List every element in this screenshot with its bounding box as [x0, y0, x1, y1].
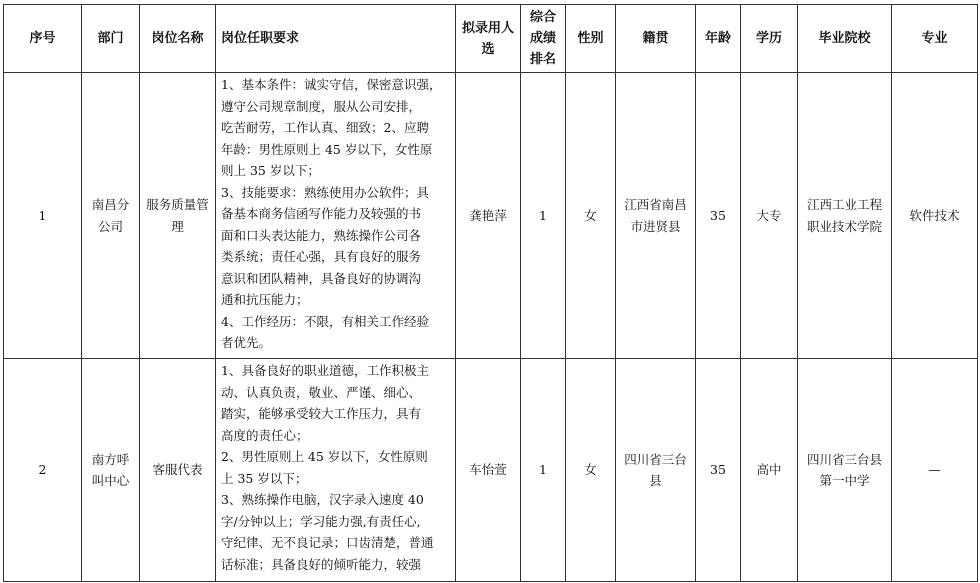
cell-gender: 女: [566, 359, 616, 582]
cell-education: 大专: [741, 73, 798, 359]
cell-candidate: 龚艳萍: [456, 73, 521, 359]
cell-dept: 南昌分公司: [82, 73, 140, 359]
cell-education: 高中: [741, 359, 798, 582]
requirement-line: 面和口头表达能力，熟练操作公司各: [221, 227, 422, 243]
header-school: 毕业院校: [798, 5, 892, 73]
requirement-line: 2、男性原则上 45 岁以下，女性原则: [221, 449, 428, 464]
requirement-line: 上 35 岁以下；: [221, 470, 308, 486]
requirement-line: 备基本商务信函写作能力及较强的书: [221, 206, 422, 221]
requirement-line: 遵守公司规章制度，服从公司安排，: [221, 98, 422, 114]
header-seq: 序号: [4, 5, 82, 73]
cell-requirements: [216, 359, 456, 582]
requirement-line: 类系统；责任心强，具有良好的服务: [221, 249, 422, 264]
cell-position: 客服代表: [140, 359, 216, 582]
header-major: 专业: [892, 5, 978, 73]
header-rank: 综合成绩排名: [521, 5, 566, 73]
requirement-line: 3、熟练操作电脑，汉字录入速度 40: [221, 492, 424, 507]
header-row: [4, 5, 978, 73]
cell-school: 四川省三台县第一中学: [798, 359, 892, 582]
cell-rank: 1: [521, 359, 566, 582]
cell-gender: 女: [566, 73, 616, 359]
requirement-line: 则上 35 岁以下；: [221, 163, 320, 178]
requirement-line: 者优先。: [221, 335, 272, 350]
requirement-line: 年龄：男性原则上 45 岁以下，女性原: [221, 141, 433, 157]
requirement-line: 吃苦耐劳，工作认真、细致；2、应聘: [221, 120, 429, 135]
requirement-line: 踏实，能够承受较大工作压力，具有: [221, 406, 422, 421]
header-position: 岗位名称: [140, 5, 216, 73]
requirement-line: 4、工作经历：不限，有相关工作经验: [221, 313, 429, 329]
header-requirements: 岗位任职要求: [216, 5, 456, 73]
cell-requirements: [216, 73, 456, 359]
cell-school: 江西工业工程职业技术学院: [798, 73, 892, 359]
requirement-line: 1、具备良好的职业道德，工作积极主: [221, 363, 429, 378]
requirements-clip: [221, 360, 450, 579]
requirement-line: 字/分钟以上；学习能力强,有责任心,: [221, 513, 421, 529]
cell-seq: 1: [4, 73, 82, 359]
cell-age: 35: [696, 359, 741, 582]
requirement-line: 意识和团队精神，具备良好的协调沟: [221, 270, 422, 286]
header-dept: 部门: [82, 5, 140, 73]
cell-candidate: 车怡萱: [456, 359, 521, 582]
cell-major: —: [892, 359, 978, 582]
requirement-line: 守纪律、无不良记录；口齿清楚，普通: [221, 535, 434, 550]
header-candidate: 拟录用人选: [456, 5, 521, 73]
requirement-line: 1、基本条件：诚实守信，保密意识强，: [221, 77, 442, 92]
header-education: 学历: [741, 5, 798, 73]
requirement-line: 动、认真负责，敬业、严谨、细心、: [221, 384, 422, 400]
table-row: [4, 73, 978, 359]
requirement-line: 3、技能要求：熟练使用办公软件；具: [221, 184, 429, 200]
cell-origin: 江西省南昌市进贤县: [616, 73, 696, 359]
header-gender: 性别: [566, 5, 616, 73]
cell-age: 35: [696, 73, 741, 359]
cell-rank: 1: [521, 73, 566, 359]
requirement-line: 话标准；具备良好的倾听能力，较强: [221, 556, 422, 572]
cell-major: 软件技术: [892, 73, 978, 359]
cell-position: 服务质量管理: [140, 73, 216, 359]
cell-dept: 南方呼叫中心: [82, 359, 140, 582]
table-row: [4, 359, 978, 582]
cell-seq: 2: [4, 359, 82, 582]
requirement-line: 高度的责任心；: [221, 427, 309, 443]
requirement-line: 通和抗压能力；: [221, 292, 309, 307]
header-origin: 籍贯: [616, 5, 696, 73]
recruitment-table: [3, 4, 978, 582]
header-age: 年龄: [696, 5, 741, 73]
cell-origin: 四川省三台县: [616, 359, 696, 582]
